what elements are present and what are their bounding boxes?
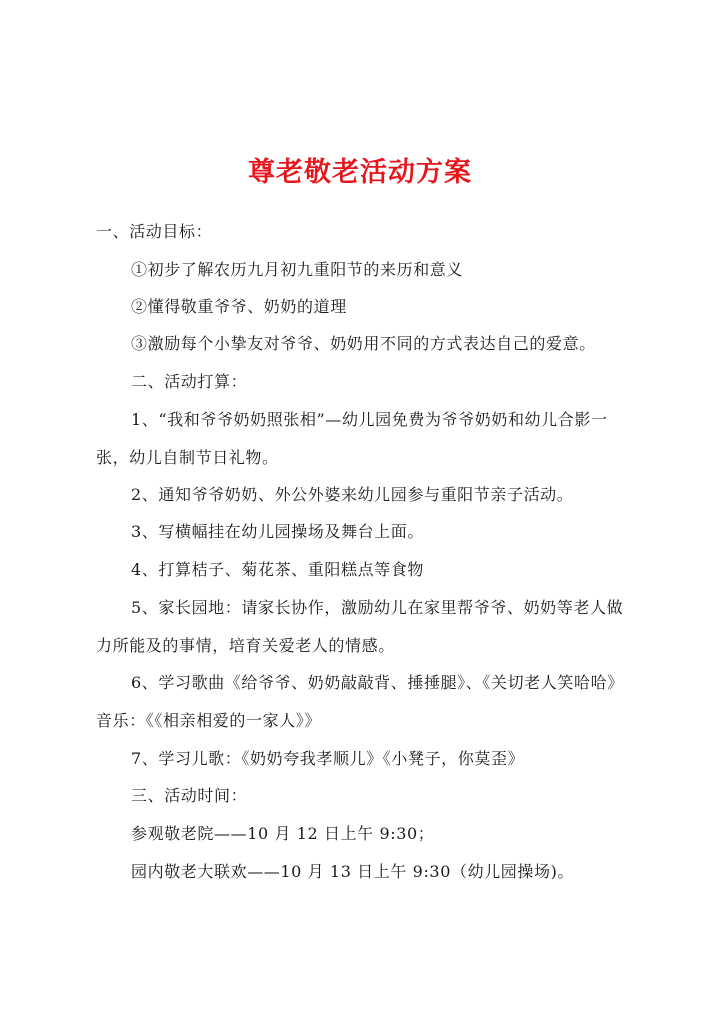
- paragraph-line: ③激励每个小挚友对爷爷、奶奶用不同的方式表达自己的爱意。: [131, 334, 596, 353]
- paragraph-line: 力所能及的事情，培育关爱老人的情感。: [96, 636, 395, 655]
- paragraph-line: 6、学习歌曲《给爷爷、奶奶敲敲背、捶捶腿》、《关切老人笑哈哈》: [131, 673, 624, 692]
- paragraph-line: 园内敬老大联欢——10 月 13 日上午 9:30（幼儿园操场)。: [131, 862, 575, 881]
- paragraph-line: 参观敬老院——10 月 12 日上午 9:30；: [131, 824, 435, 843]
- paragraph-line: ①初步了解农历九月初九重阳节的来历和意义: [131, 260, 464, 279]
- paragraph-line: 5、家长园地：请家长协作，激励幼儿在家里帮爷爷、奶奶等老人做: [131, 598, 624, 617]
- section-heading-goals: 一、活动目标：: [96, 222, 213, 241]
- section-heading-plan: 二、活动打算：: [131, 372, 248, 391]
- paragraph-line: 1、“我和爷爷奶奶照张相”—幼儿园免费为爷爷奶奶和幼儿合影一: [131, 410, 608, 429]
- paragraph-line: 3、写横幅挂在幼儿园操场及舞台上面。: [131, 522, 424, 541]
- paragraph-line: ②懂得敬重爷爷、奶奶的道理: [131, 297, 347, 316]
- paragraph-line: 2、通知爷爷奶奶、外公外婆来幼儿园参与重阳节亲子活动。: [131, 485, 574, 504]
- section-heading-time: 三、活动时间：: [131, 786, 248, 805]
- paragraph-line: 4、打算桔子、菊花茶、重阳糕点等食物: [131, 560, 424, 579]
- paragraph-line: 音乐：《《相亲相爱的一家人》》: [96, 711, 322, 730]
- paragraph-line: 张，幼儿自制节日礼物。: [96, 448, 279, 467]
- paragraph-line: 7、学习儿歌：《奶奶夸我孝顺儿》《小凳子，你莫歪》: [131, 749, 525, 768]
- document-title: 尊老敬老活动方案: [248, 157, 472, 188]
